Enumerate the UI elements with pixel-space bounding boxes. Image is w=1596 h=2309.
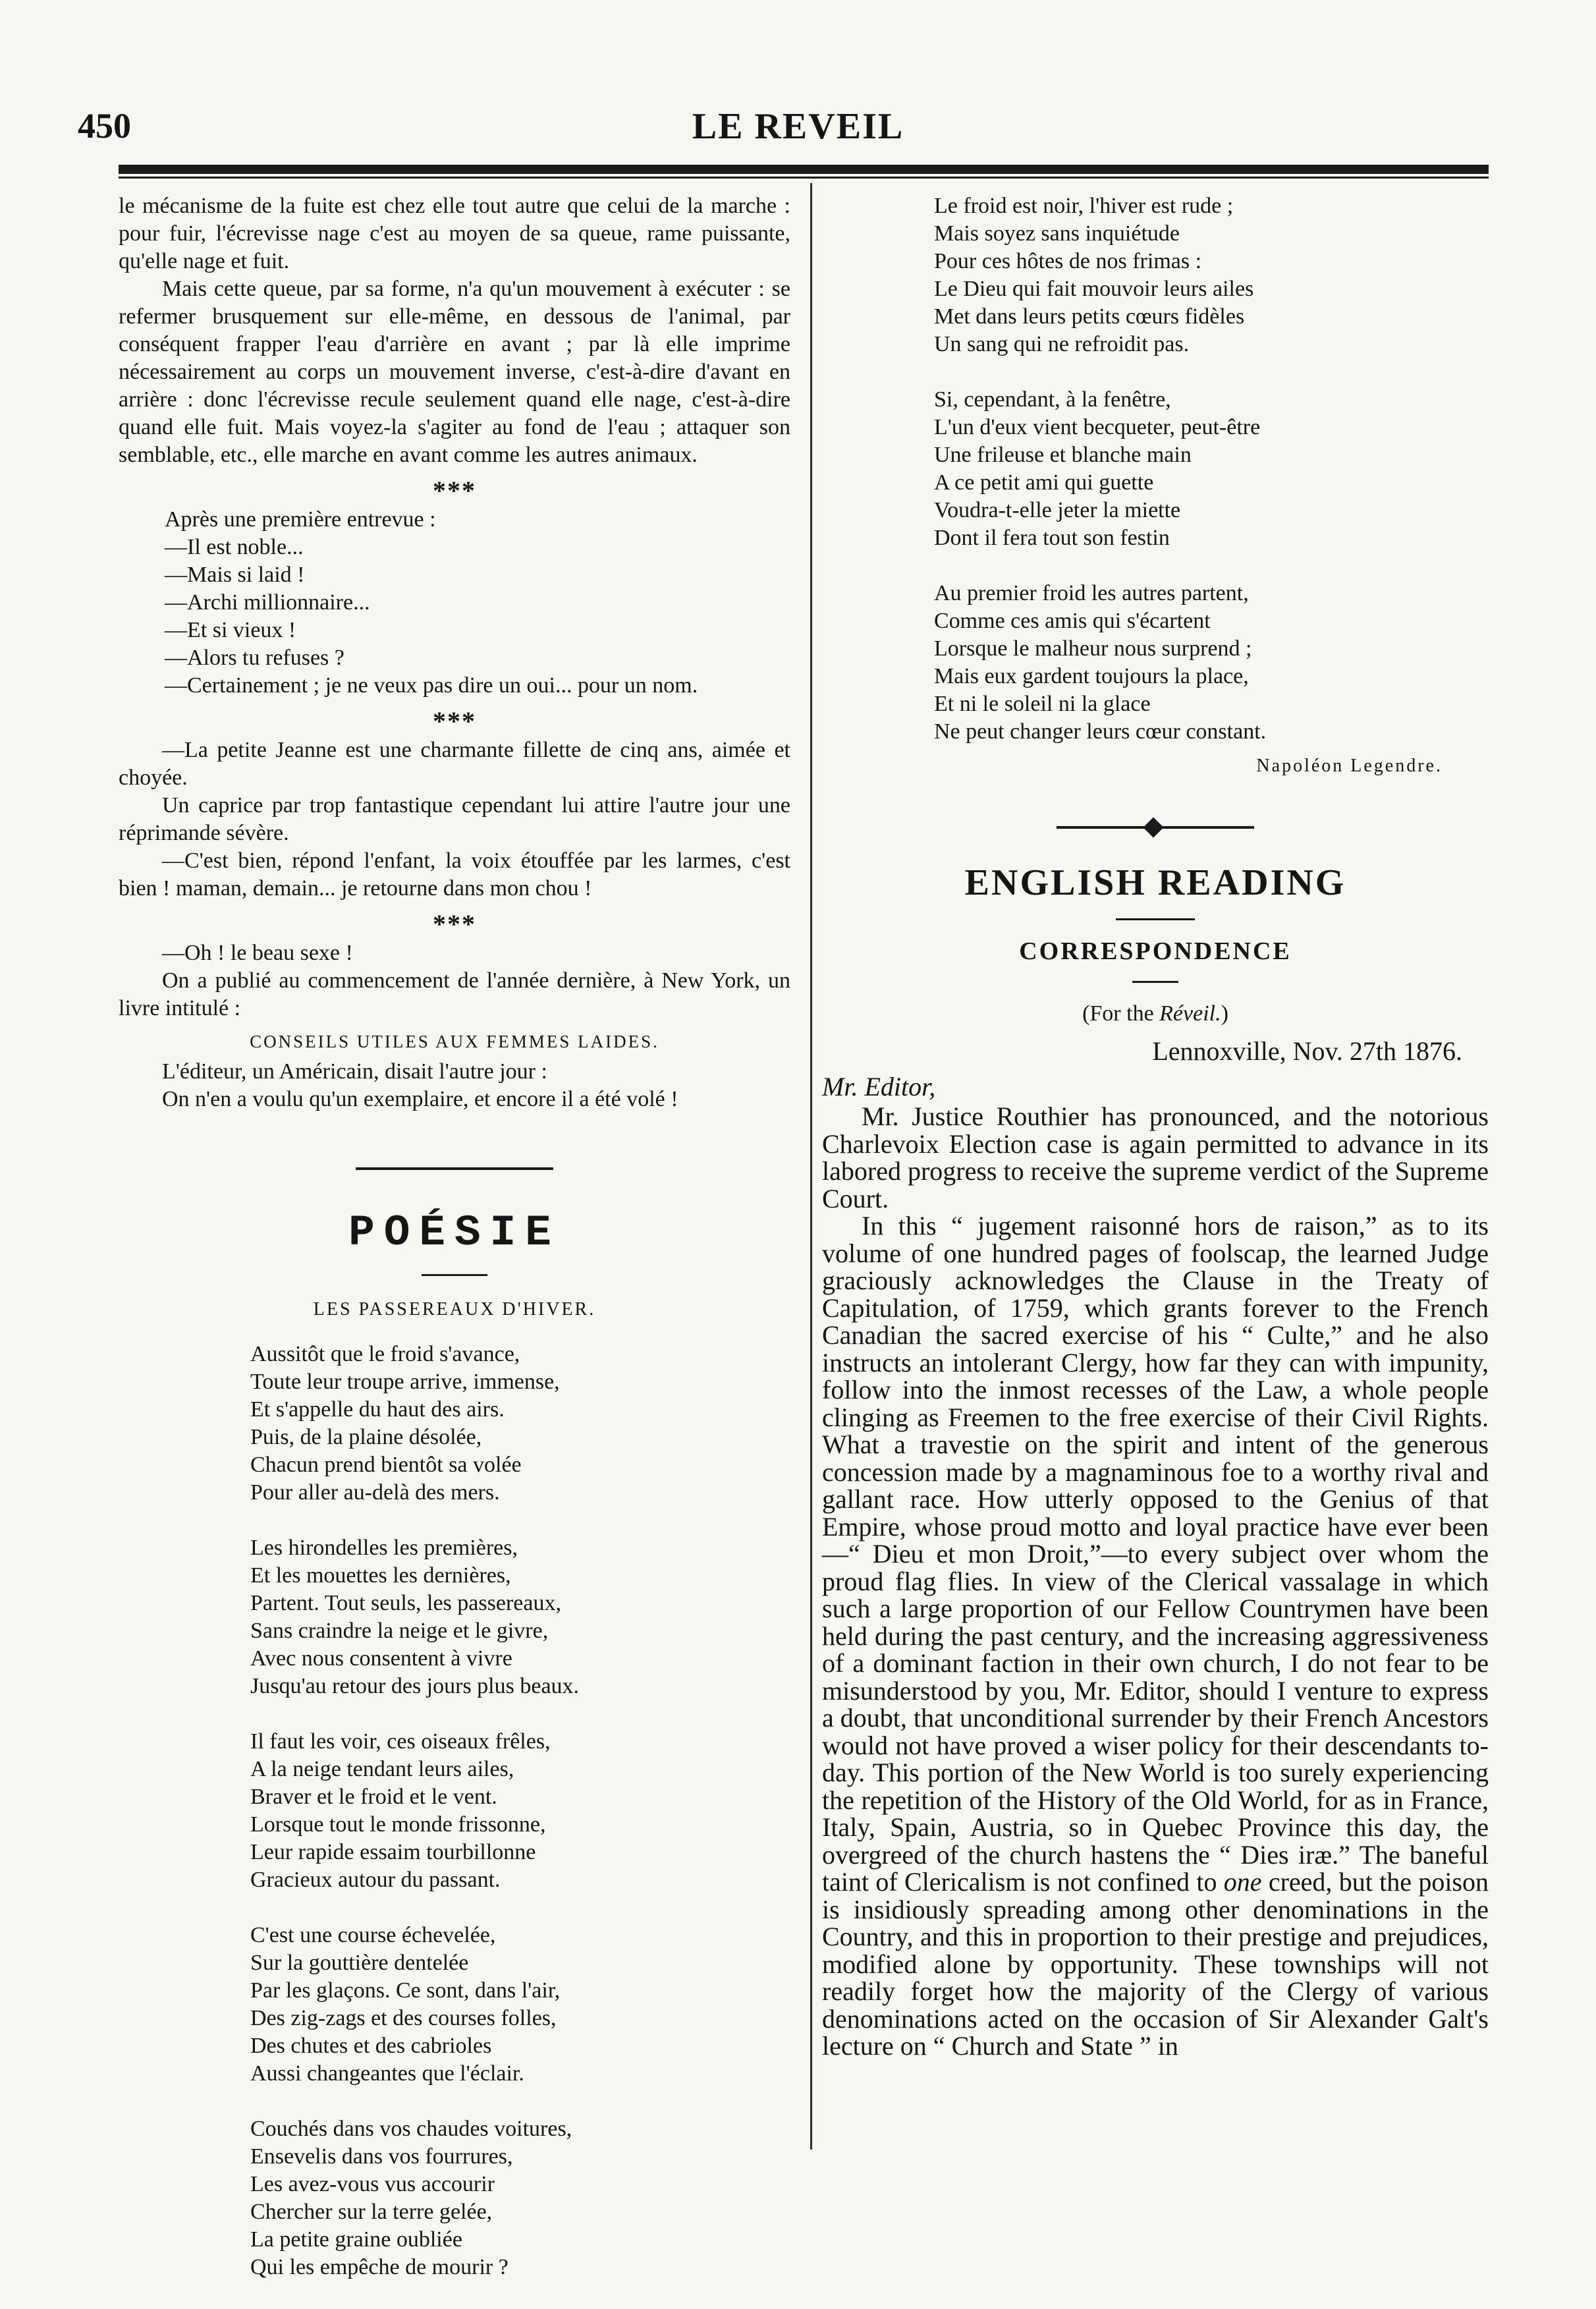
poem-line: Comme ces amis qui s'écartent	[934, 609, 1211, 633]
poem-line: Le Dieu qui fait mouvoir leurs ailes	[934, 277, 1254, 301]
poem-line: Toute leur troupe arrive, immense,	[250, 1370, 560, 1394]
anecdote-line: —C'est bien, répond l'enfant, la voix étouffée par les larmes, c'est bien ! maman, demain... je retourne dans mon chou !	[119, 848, 790, 901]
dialogue-line: —Alors tu refuses ?	[165, 646, 344, 670]
poem-line: Mais eux gardent toujours la place,	[934, 664, 1249, 688]
for-line-suffix: )	[1221, 1001, 1228, 1026]
poem-line: Lorsque tout le monde frissonne,	[250, 1812, 546, 1837]
poem-line: Braver et le froid et le vent.	[250, 1785, 497, 1809]
section-stars: ***	[433, 706, 476, 736]
heading-rule	[1132, 981, 1178, 983]
masthead-title: LE REVEIL	[692, 106, 904, 147]
for-the-reveil-line	[822, 1000, 1489, 1028]
poem-line: Une frileuse et blanche main	[934, 443, 1192, 467]
section-stars: ***	[433, 909, 476, 939]
poem-line: Pour ces hôtes de nos frimas :	[934, 249, 1202, 273]
dialogue-line: —Mais si laid !	[165, 563, 305, 587]
poem-line: Dont il fera tout son festin	[934, 526, 1170, 550]
poesie-heading: POÉSIE	[348, 1208, 561, 1258]
header-rule-thick	[119, 165, 1489, 174]
poem-stanza	[250, 2115, 790, 2281]
poem-signature: Napoléon Legendre.	[1256, 756, 1443, 776]
poem-line: Avec nous consentent à vivre	[250, 1646, 512, 1671]
poem-line: Puis, de la plaine désolée,	[250, 1425, 482, 1449]
poem-line: Pour aller au-delà des mers.	[250, 1480, 500, 1505]
joke-line: L'éditeur, un Américain, disait l'autre jour :	[162, 1059, 547, 1084]
letter-paragraph	[822, 1212, 1489, 2060]
poem-stanza	[934, 386, 1489, 552]
joke-line: —Oh ! le beau sexe !	[162, 941, 353, 965]
english-reading-heading: ENGLISH READING	[964, 862, 1346, 903]
poem-line: Des zig-zags et des courses folles,	[250, 2006, 557, 2030]
poem-line: Aussitôt que le froid s'avance,	[250, 1342, 520, 1366]
anecdote-line: Un caprice par trop fantastique cependant lui attire l'autre jour une réprimande sévère.	[119, 793, 790, 845]
poem-continuation	[934, 192, 1489, 746]
poem-line: Jusqu'au retour des jours plus beaux.	[250, 1674, 580, 1698]
book-title: CONSEILS UTILES AUX FEMMES LAIDES.	[250, 1032, 659, 1051]
header-rule-thin	[119, 177, 1489, 179]
dialogue-line: —Certainement ; je ne veux pas dire un oui... pour un nom.	[165, 673, 698, 698]
poem-line: Partent. Tout seuls, les passereaux,	[250, 1591, 561, 1615]
diamond-ornament-icon	[1143, 817, 1163, 837]
poem-line: Le froid est noir, l'hiver est rude ;	[934, 194, 1234, 218]
dialogue-line: —Archi millionnaire...	[165, 590, 370, 615]
poem-stanza	[250, 1534, 790, 1700]
dialogue-line: Après une première entrevue :	[165, 507, 436, 532]
poem-stanza	[250, 1341, 790, 1507]
joke-line: On a publié au commencement de l'année dernière, à New York, un livre intitulé :	[119, 968, 790, 1020]
dialogue-block	[165, 506, 790, 700]
poem-line: Ensevelis dans vos fourrures,	[250, 2144, 513, 2169]
poem-line: Un sang qui ne refroidit pas.	[934, 332, 1190, 356]
poem-line: C'est une course échevelée,	[250, 1923, 496, 1947]
letter-text: creed, but the poison is insidiously spreading among other denominations in the Country, and this in proportion to their prestige and prejudices, modified alone by opportunity. These townships will not readily forget how the majority of the Clergy of various denominations acted on the occasion of Sir Alexander Galt's lecture on “ Church and State ” in	[822, 1867, 1489, 2061]
page-number: 450	[78, 106, 131, 146]
crayfish-paragraph-2: Mais cette queue, par sa forme, n'a qu'un mouvement à exécuter : se refermer brusquement sur elle-même, en dessous de l'animal, par conséquent frapper l'eau d'arrière en avant ; par là elle imprime nécessairement au corps un mouvement inverse, c'est-à-dire d'avant en arrière : donc l'écrevisse recule seulement quand elle nage, c'est-à-dire quand elle fuit. Mais voyez-la s'agiter au fond de l'eau ; attaquer son semblable, etc., elle marche en avant comme les autres animaux.	[119, 277, 790, 467]
poem-line: Qui les empêche de mourir ?	[250, 2255, 509, 2279]
poem-line: Gracieux autour du passant.	[250, 1868, 501, 1892]
poem-line: Voudra-t-elle jeter la miette	[934, 498, 1181, 522]
poem-line: Couchés dans vos chaudes voitures,	[250, 2117, 572, 2141]
poem-line: Les avez-vous vus accourir	[250, 2172, 495, 2196]
heading-rule	[422, 1274, 487, 1276]
poem-line: Chacun prend bientôt sa volée	[250, 1453, 522, 1477]
poem-line: Si, cependant, à la fenêtre,	[934, 387, 1171, 412]
column-divider	[810, 183, 812, 2150]
poem-line: Et ni le soleil ni la glace	[934, 692, 1151, 716]
dialogue-line: —Il est noble...	[165, 535, 304, 559]
poem-line: Et s'appelle du haut des airs.	[250, 1397, 505, 1422]
poem-line: Ne peut changer leurs cœur constant.	[934, 719, 1267, 744]
poem-line: Met dans leurs petits cœurs fidèles	[934, 304, 1245, 329]
poem-line: Sur la gouttière dentelée	[250, 1951, 469, 1975]
poem-line: A ce petit ami qui guette	[934, 470, 1154, 495]
dialogue-line: —Et si vieux !	[165, 618, 296, 642]
for-line-prefix: (For the	[1082, 1001, 1160, 1026]
correspondence-heading: CORRESPONDENCE	[1019, 937, 1292, 965]
poem-line: Leur rapide essaim tourbillonne	[250, 1840, 536, 1864]
poem-line: Par les glaçons. Ce sont, dans l'air,	[250, 1978, 561, 2003]
joke-line: On n'en a voulu qu'un exemplaire, et encore il a été volé !	[162, 1087, 678, 1111]
poem-stanza	[934, 580, 1489, 746]
section-divider	[356, 1167, 553, 1170]
letter-emphasis: one	[1223, 1867, 1262, 1897]
poem-line: Des chutes et des cabrioles	[250, 2034, 492, 2058]
section-stars: ***	[433, 476, 476, 505]
poem-line: La petite graine oubliée	[250, 2227, 462, 2252]
poem-line: Les hirondelles les premières,	[250, 1536, 518, 1560]
crayfish-paragraph-1: le mécanisme de la fuite est chez elle tout autre que celui de la marche : pour fuir, l'écrevisse nage c'est au moyen de sa queue, rame puissante, qu'elle nage et fuit.	[119, 194, 790, 273]
poem-title: LES PASSEREAUX D'HIVER.	[313, 1299, 596, 1320]
poem-line: Il faut les voir, ces oiseaux frêles,	[250, 1729, 551, 1754]
poem-line: Et les mouettes les dernières,	[250, 1563, 511, 1588]
poem-line: Sans craindre la neige et le givre,	[250, 1619, 549, 1643]
poem-line: Mais soyez sans inquiétude	[934, 221, 1180, 246]
poem-line: A la neige tendant leurs ailes,	[250, 1757, 514, 1781]
poem-line: Chercher sur la terre gelée,	[250, 2200, 493, 2224]
poem-body	[250, 1341, 790, 2281]
poem-line: Lorsque le malheur nous surprend ;	[934, 636, 1252, 661]
poem-line: Aussi changeantes que l'éclair.	[250, 2061, 524, 2086]
left-column	[119, 192, 790, 2309]
poem-stanza	[250, 1728, 790, 1894]
poem-line: L'un d'eux vient becqueter, peut-être	[934, 415, 1261, 439]
letter-place-date: Lennoxville, Nov. 27th 1876.	[1152, 1036, 1462, 1066]
letter-text: In this “ jugement raisonné hors de raison,” as to its volume of one hundred pages of foolscap, the learned Judge graciously acknowledges the Clause in the Treaty of Capitulation, of 1759, which grants forever to the French Canadian the sacred exercise of his “ Culte,” and he also instructs an intolerant Clergy, how far they can with impunity, follow into the inmost recesses of the Law, a whole people clinging as Freemen to the free exercise of their Civil Rights. What a travestie on the spirit and intent of the generous concession made by a magnaminous foe to a worthy rival and gallant race. How utterly opposed to the Genius of that Empire, whose proud motto and loyal practice have ever been—“ Dieu et mon Droit,”—to every subject over whom the proud flag flies. In view of the Clerical vassalage in which such a large proportion of our Fellow Countrymen have been held during the past century, and the increasing aggressiveness of a dominant faction in their own church, I do not fear to be misunderstood by you, Mr. Editor, should I venture to express a doubt, that unconditional surrender by their French Ancestors would not have proved a wiser policy for their descendants to-day. This portion of the New World is too surely experiencing the repetition of the History of the Old World, for as in France, Italy, Spain, Austria, so in Quebec Province this day, the overgreed of the church hastens the “ Dies iræ.” The baneful taint of Clericalism is not confined to	[822, 1211, 1489, 1897]
anecdote-line: —La petite Jeanne est une charmante fillette de cinq ans, aimée et choyée.	[119, 738, 790, 790]
heading-rule	[1116, 918, 1195, 920]
letter-paragraph: Mr. Justice Routhier has pronounced, and the notorious Charlevoix Election case is again permitted to advance in its labored progress to receive the supreme verdict of the Supreme Court.	[822, 1101, 1489, 1213]
ornament-divider	[1057, 826, 1254, 829]
poem-line: Au premier froid les autres partent,	[934, 581, 1249, 605]
letter-body	[822, 1103, 1489, 2060]
for-line-paper-name: Réveil.	[1159, 1001, 1221, 1026]
right-column	[822, 192, 1489, 2060]
poem-stanza	[934, 192, 1489, 358]
poem-stanza	[250, 1922, 790, 2088]
letter-salutation: Mr. Editor,	[822, 1072, 936, 1101]
